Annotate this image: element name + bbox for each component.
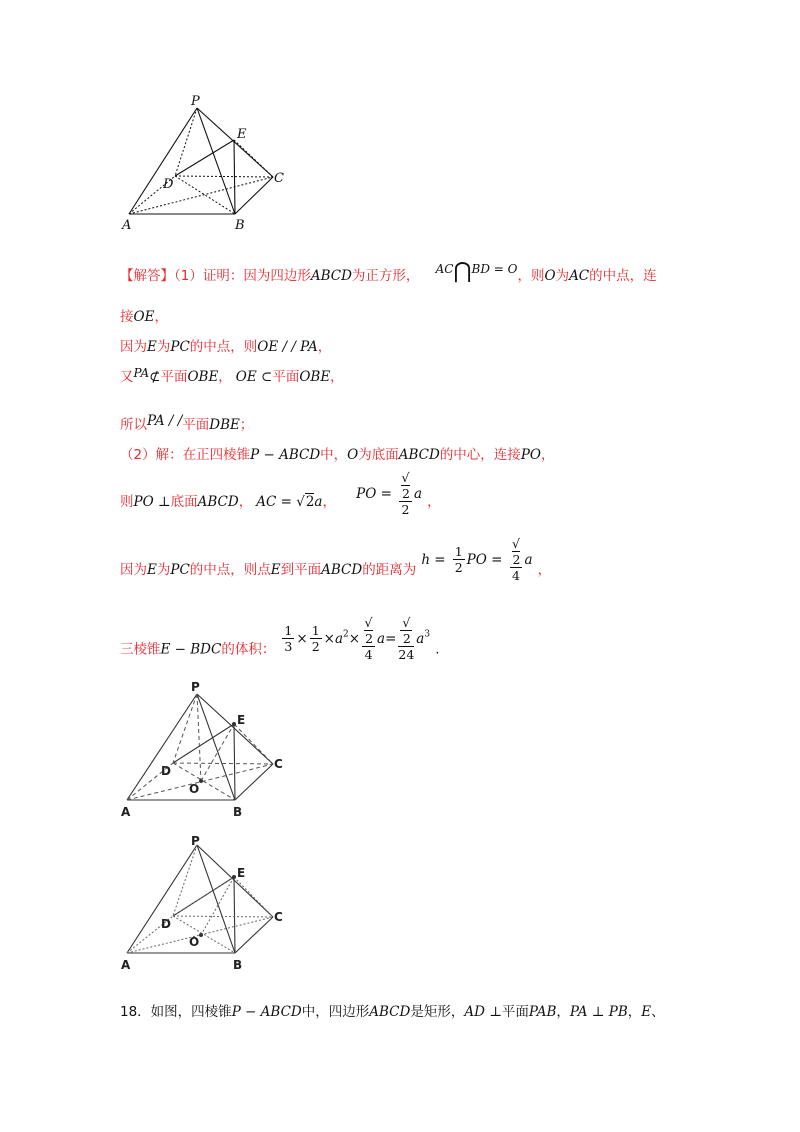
label-D: D <box>163 177 174 192</box>
label-P: P <box>191 94 200 109</box>
label-B: B <box>233 958 243 972</box>
pyramid-figure-1 <box>115 90 300 240</box>
label-P: P <box>191 835 200 848</box>
label-B: B <box>235 218 245 233</box>
answer-line-9: 三棱锥E − BDC的体积： $\frac{1}{3}$ × $\frac{1}{2}$ $\times a^2\times$ √ 2 4 a= √ 2 24 $a^3$ . <box>120 615 440 663</box>
label-E: E <box>237 713 246 727</box>
pyramid-figure-3 <box>115 835 300 975</box>
answer-line-5: 所以$^{PA / /}$平面DBE； <box>120 413 254 433</box>
answer-line-2: 接OE， <box>120 309 168 325</box>
answer-line-4: 又$^{PA}$⊄平面OBE， OE ⊂平面OBE， <box>120 366 344 385</box>
pyramid-figure-2 <box>115 680 300 820</box>
answer-line-6: （2）解：在正四棱锥P − ABCD中，O为底面ABCD的中心，连接PO， <box>120 447 555 463</box>
answer-line-8: 因为E为PC的中点，则点E到平面ABCD的距离为 h = $\frac{1}{2}$ PO = √ 2 4 a ， <box>120 536 552 583</box>
label-A: A <box>121 958 131 972</box>
label-C: C <box>274 757 283 771</box>
answer-line-3: 因为E为PC的中点，则OE / / PA， <box>120 339 332 355</box>
answer-line-1: 【解答】（1）证明：因为四边形ABCD为正方形， $^{AC}$⋂$^{BD = O}$，则O为AC的中点，连 <box>120 259 657 284</box>
answer-tag: 【解答】 <box>120 268 174 284</box>
label-B: B <box>233 805 243 819</box>
label-E: E <box>237 127 247 142</box>
answer-line-7: 则PO ⊥底面ABCD， AC = √2a， PO = √ 2 2 a ， <box>120 470 441 517</box>
label-O: O <box>189 782 200 796</box>
label-C: C <box>274 910 283 924</box>
label-A: A <box>121 805 131 819</box>
label-A: A <box>122 218 132 233</box>
label-P: P <box>191 680 200 694</box>
question-18: 18．如图，四棱锥P − ABCD中，四边形ABCD是矩形，AD ⊥平面PAB，PA ⊥ PB，E、 <box>120 1004 665 1020</box>
label-E: E <box>237 866 246 880</box>
label-O: O <box>189 935 200 949</box>
label-D: D <box>161 917 171 931</box>
label-C: C <box>274 171 284 186</box>
label-D: D <box>161 764 171 778</box>
